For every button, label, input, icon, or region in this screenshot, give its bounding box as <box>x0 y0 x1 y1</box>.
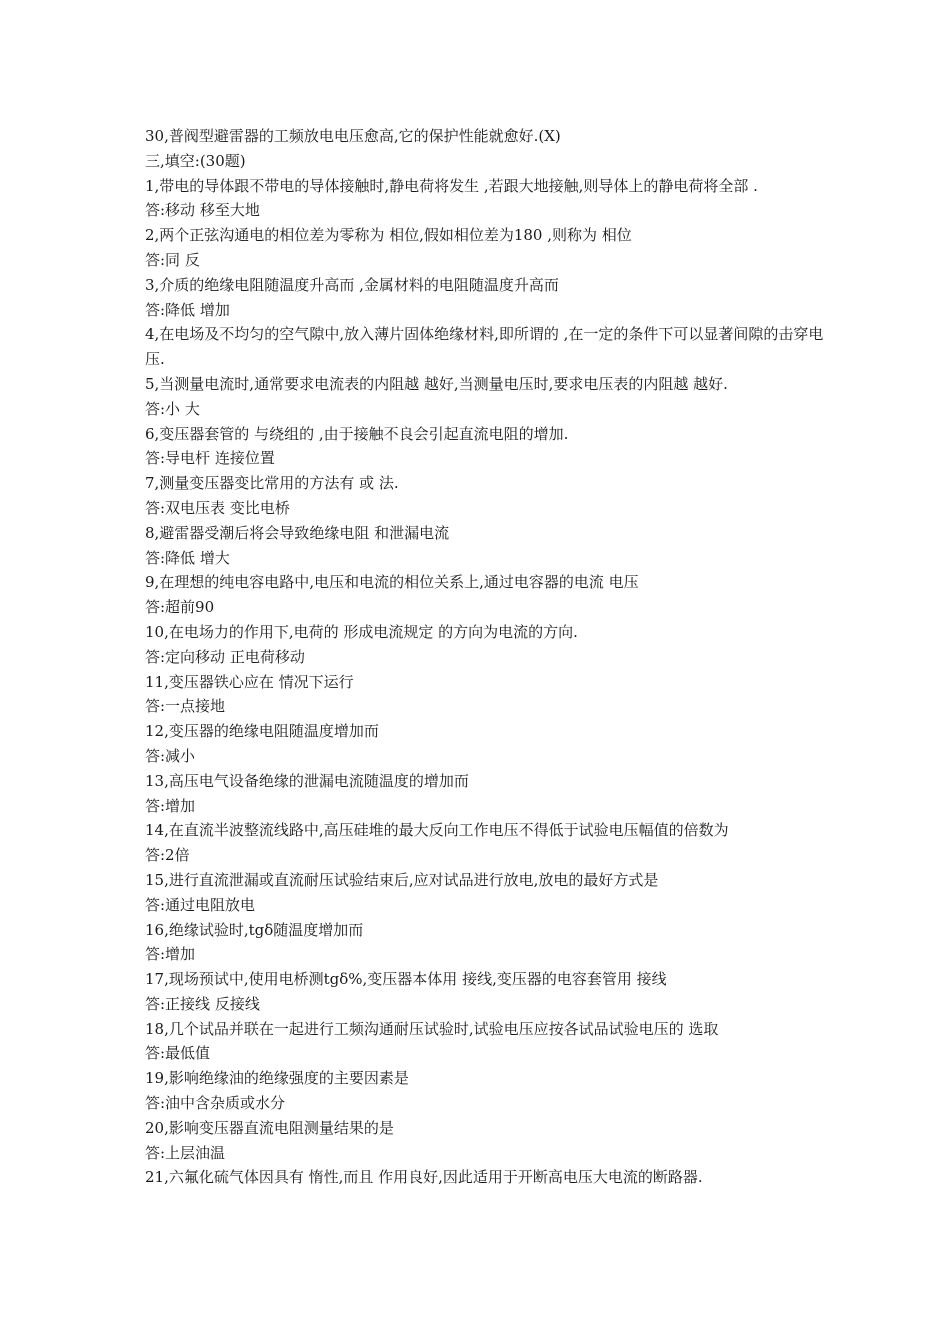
question-6: 6,变压器套管的 与绕组的 ,由于接触不良会引起直流电阻的增加. <box>145 424 569 443</box>
question-5: 5,当测量电流时,通常要求电流表的内阻越 越好,当测量电压时,要求电压表的内阻越 越好. <box>145 374 728 393</box>
question-16: 16,绝缘试验时,tgδ随温度增加而 <box>145 920 364 939</box>
answer-5: 答:小 大 <box>145 399 200 418</box>
question-15: 15,进行直流泄漏或直流耐压试验结束后,应对试品进行放电,放电的最好方式是 <box>145 870 659 889</box>
answer-10: 答:定向移动 正电荷移动 <box>145 647 305 666</box>
question-11: 11,变压器铁心应在 情况下运行 <box>145 672 354 691</box>
answer-19: 答:油中含杂质或水分 <box>145 1094 286 1113</box>
question-12: 12,变压器的绝缘电阻随温度增加而 <box>145 722 379 741</box>
answer-11: 答:一点接地 <box>145 697 226 716</box>
answer-20: 答:上层油温 <box>145 1143 226 1162</box>
question-3: 3,介质的绝缘电阻随温度升高而 ,金属材料的电阻随温度升高而 <box>145 275 559 294</box>
answer-14: 答:2倍 <box>145 846 190 865</box>
answer-9: 答:超前90 <box>145 598 215 617</box>
question-17: 17,现场预试中,使用电桥测tgδ%,变压器本体用 接线,变压器的电容套管用 接线 <box>145 970 667 989</box>
answer-8: 答:降低 增大 <box>145 548 230 567</box>
answer-1: 答:移动 移至大地 <box>145 201 260 220</box>
answer-16: 答:增加 <box>145 945 196 964</box>
question-2: 2,两个正弦沟通电的相位差为零称为 相位,假如相位差为180 ,则称为 相位 <box>145 226 632 245</box>
document-page <box>145 124 825 1190</box>
answer-3: 答:降低 增加 <box>145 300 230 319</box>
answer-12: 答:减小 <box>145 746 196 765</box>
question-20: 20,影响变压器直流电阻测量结果的是 <box>145 1118 394 1137</box>
section-heading: 三,填空:(30题) <box>145 151 246 170</box>
question-19: 19,影响绝缘油的绝缘强度的主要因素是 <box>145 1069 409 1088</box>
question-7: 7,测量变压器变比常用的方法有 或 法. <box>145 474 399 493</box>
answer-6: 答:导电杆 连接位置 <box>145 449 275 468</box>
answer-2: 答:同 反 <box>145 250 200 269</box>
answer-18: 答:最低值 <box>145 1044 211 1063</box>
answer-15: 答:通过电阻放电 <box>145 895 256 914</box>
question-21: 21,六氟化硫气体因具有 惰性,而且 作用良好,因此适用于开断高电压大电流的断路器. <box>145 1168 703 1187</box>
question-18: 18,几个试品并联在一起进行工频沟通耐压试验时,试验电压应按各试品试验电压的 选取 <box>145 1019 719 1038</box>
question-9: 9,在理想的纯电容电路中,电压和电流的相位关系上,通过电容器的电流 电压 <box>145 573 639 592</box>
question-13: 13,高压电气设备绝缘的泄漏电流随温度的增加而 <box>145 771 469 790</box>
answer-13: 答:增加 <box>145 796 196 815</box>
question-10: 10,在电场力的作用下,电荷的 形成电流规定 的方向为电流的方向. <box>145 622 578 641</box>
text-line: 30,普阀型避雷器的工频放电电压愈高,它的保护性能就愈好.(X) <box>145 127 561 145</box>
answer-17: 答:正接线 反接线 <box>145 994 260 1013</box>
question-1: 1,带电的导体跟不带电的导体接触时,静电荷将发生 ,若跟大地接触,则导体上的静电荷将全部 . <box>145 176 758 195</box>
question-14: 14,在直流半波整流线路中,高压硅堆的最大反向工作电压不得低于试验电压幅值的倍数为 <box>145 821 729 840</box>
question-8: 8,避雷器受潮后将会导致绝缘电阻 和泄漏电流 <box>145 523 450 542</box>
answer-7: 答:双电压表 变比电桥 <box>145 498 290 517</box>
question-4: 4,在电场及不均匀的空气隙中,放入薄片固体绝缘材料,即所谓的 ,在一定的条件下可以显著间隙的击穿电压. <box>145 325 824 369</box>
